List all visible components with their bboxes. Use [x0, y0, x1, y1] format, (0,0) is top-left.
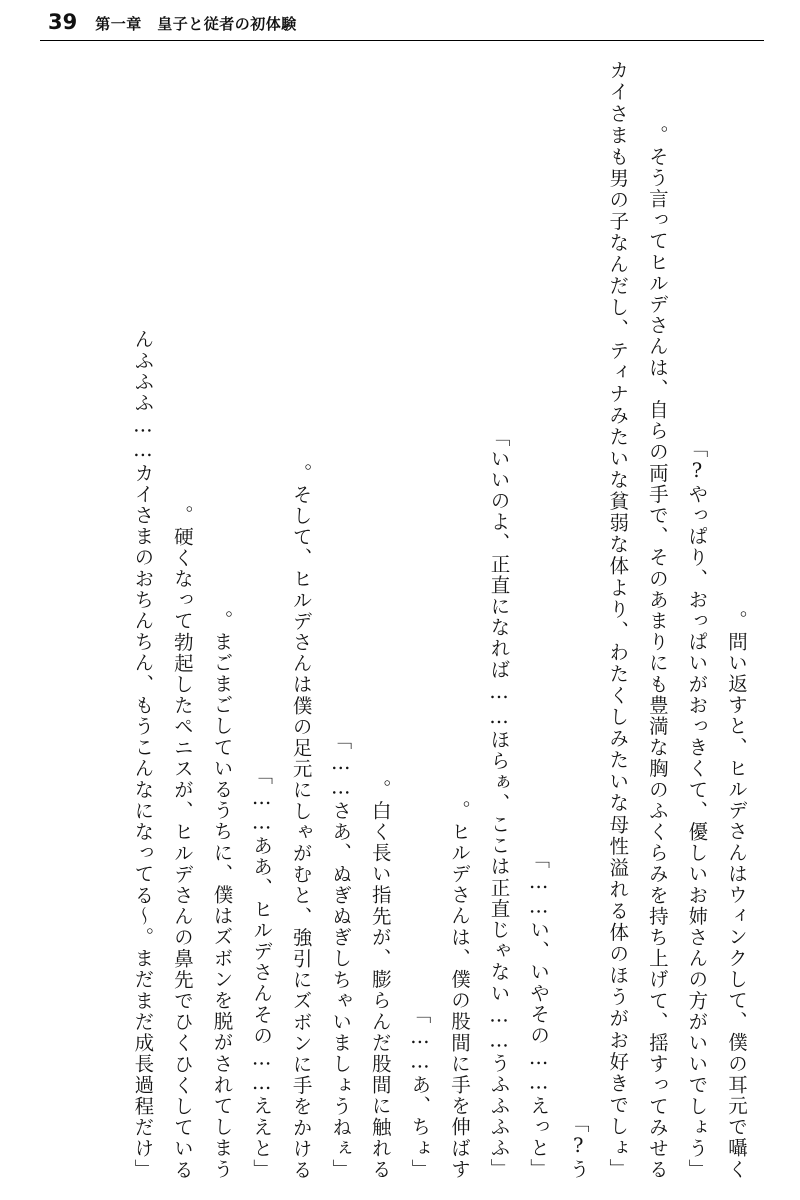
paragraph-line: 「やっぱり、おっぱいがおっきくて、優しいお姉さんの方がいいでしょう?」 [685, 437, 709, 1180]
body-text-area [44, 60, 756, 1180]
paragraph-line: 硬くなって勃起したペニスが、ヒルデさんの鼻先でひくひくしている。 [170, 504, 194, 1180]
chapter-title: 第一章 皇子と従者の初体験 [95, 15, 297, 33]
paragraph-line: 問い返すと、ヒルデさんはウィンクして、僕の耳元で囁く。 [725, 610, 748, 1180]
paragraph-line: 白く長い指先が、膨らんだ股間に触れる。 [368, 779, 392, 1180]
page-header [0, 10, 800, 44]
header-divider [40, 40, 764, 41]
paragraph-line: 「ああ、ヒルデさんその……ええと……」 [250, 765, 274, 1180]
paragraph-line: 「んふふふ……カイさまのおちんちん、もうこんなになってる〜。まだまだ成長過程だけ [131, 328, 155, 1180]
paragraph-line: 「カイさまも男の子なんだし、ティナみたいな貧弱な体より、わたくしみたいな母性溢れる体のほうがお好きでしょう?」 [566, 60, 630, 1180]
paragraph-line: 「いいのよ、正直になれば……ほらぁ、ここは正直じゃない……うふふふふ」 [487, 427, 511, 1180]
vertical-text-block [123, 60, 756, 1180]
paragraph-line: 「あ、ちょ……」 [408, 1004, 432, 1180]
paragraph-line: 「さあ、ぬぎぬぎしちゃいましょうねぇ……」 [329, 729, 353, 1180]
paragraph-line: そう言ってヒルデさんは、自らの両手で、そのあまりにも豊満な胸のふくらみを持ち上げて、揺すってみせる。 [645, 124, 669, 1180]
paragraph-line: 「い、いやその……えっと……」 [527, 849, 551, 1180]
paragraph-line: そして、ヒルデさんは僕の足元にしゃがむと、強引にズボンに手をかける。 [289, 462, 313, 1180]
paragraph-line: まごまごしているうちに、僕はズボンを脱がされてしまう。 [210, 610, 234, 1180]
page-number: 39 [48, 10, 78, 34]
paragraph-line: ヒルデさんは、僕の股間に手を伸ばす。 [447, 800, 471, 1180]
